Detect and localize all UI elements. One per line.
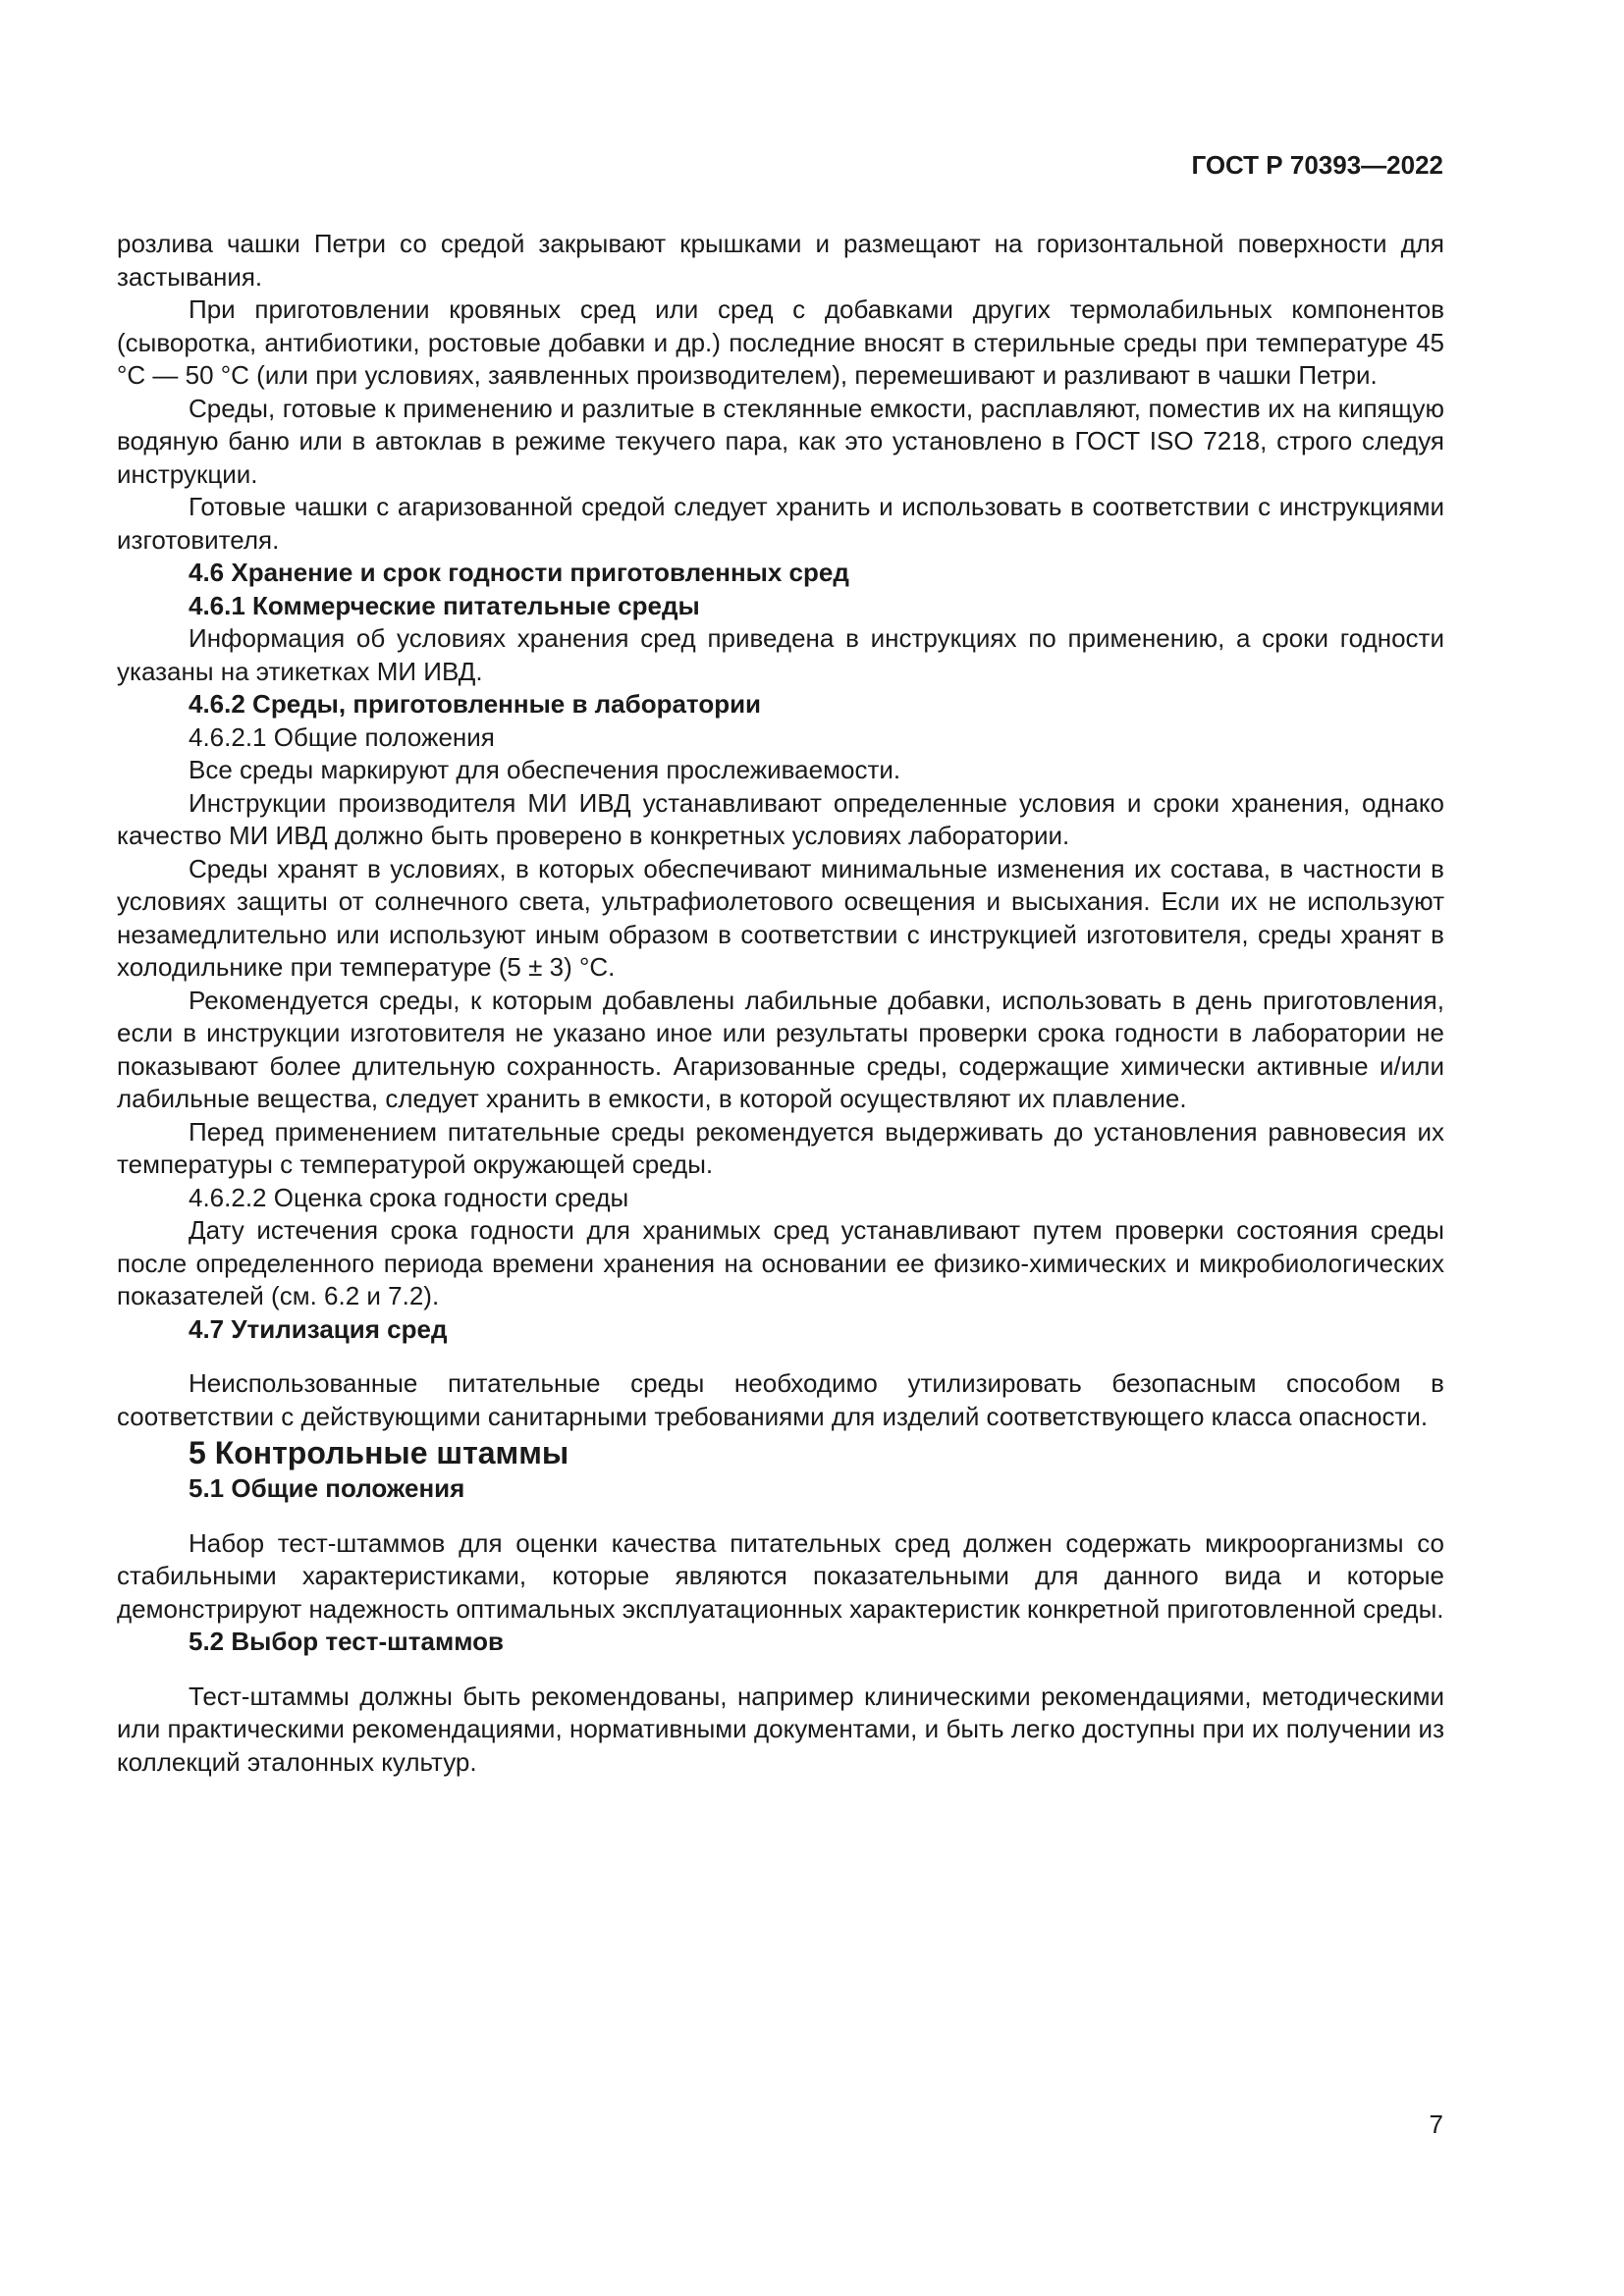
heading-4-7: 4.7 Утилизация сред <box>189 1313 448 1344</box>
paragraph-4-6-2-2-title: 4.6.2.2 Оценка срока годности среды <box>189 1182 629 1212</box>
paragraph-labeling: Все среды маркируют для обеспечения прослеживаемости. <box>189 755 901 784</box>
paragraph-temperature-equilibrium: Перед применением питательные среды рекомендуется выдерживать до установления равновесия их температуры с температурой окружающей среды. <box>117 1116 1444 1179</box>
paragraph-5-2: Тест-штаммы должны быть рекомендованы, например клиническими рекомендациями, методическими или практическими рекомендациями, нормативными документами, и быть легко доступны при их получении из коллекций эталонных культур. <box>117 1681 1444 1777</box>
paragraph-storage-conditions: Среды хранят в условиях, в которых обеспечивают минимальные изменения их состава, в частности в условиях защиты от солнечного света, ультрафиолетового освещения и высыхания. Если их не используют незамедлительно или используют иным образом в соответствии с инструкцией изготовителя, среды хранят в холодильнике при температуре (5 ± 3) °С. <box>117 853 1444 982</box>
heading-4-6-1: 4.6.1 Коммерческие питательные среды <box>189 590 700 620</box>
paragraph-labile-additives: Рекомендуется среды, к которым добавлены лабильные добавки, использовать в день приготовления, если в инструкции изготовителя не указано иное или результаты проверки срока годности в лаборатории не показывают более длительную сохранность. Агаризованные среды, содержащие химически активные и/или лабильные вещества, следует хранить в емкости, в которой осуществляют их плавление. <box>117 985 1444 1113</box>
paragraph-blood-media: При приготовлении кровяных сред или сред с добавками других термолабильных компонентов (сыворотка, антибиотики, ростовые добавки и др.) последние вносят в стерильные среды при температуре 45 °С — 50 °С (или при условиях, заявленных производителем), перемешивают и разливают в чашки Петри. <box>117 294 1444 390</box>
paragraph-4-7: Неиспользованные питательные среды необходимо утилизировать безопасным способом в соответствии с действующими санитарными требованиями для изделий соответствующего класса опасности. <box>117 1368 1444 1431</box>
paragraph-manufacturer-instructions: Инструкции производителя МИ ИВД устанавливают определенные условия и сроки хранения, однако качество МИ ИВД должно быть проверено в конкретных условиях лаборатории. <box>117 787 1444 850</box>
heading-section-5: 5 Контрольные штаммы <box>189 1435 569 1470</box>
paragraph-5-1: Набор тест-штаммов для оценки качества питательных сред должен содержать микроорганизмы со стабильными характеристиками, которые являются показательными для данного вида и которые демонстрируют надежность оптимальных эксплуатационных характеристик конкретной приготовленной среды. <box>117 1527 1444 1624</box>
paragraph-intro: розлива чашки Петри со средой закрывают крышками и размещают на горизонтальной поверхности для застывания. <box>117 229 1444 292</box>
page-number: 7 <box>1429 2109 1443 2139</box>
document-body <box>117 228 1444 1779</box>
paragraph-4-6-2-1-title: 4.6.2.1 Общие положения <box>189 721 495 752</box>
heading-5-2: 5.2 Выбор тест-штаммов <box>189 1627 504 1656</box>
paragraph-4-6-1: Информация об условиях хранения сред приведена в инструкциях по применению, а сроки годности указаны на этикетках МИ ИВД. <box>117 623 1444 686</box>
heading-4-6: 4.6 Хранение и срок годности приготовленных сред <box>189 558 849 587</box>
heading-5-1: 5.1 Общие положения <box>189 1473 465 1503</box>
paragraph-expiry-date: Дату истечения срока годности для хранимых сред устанавливают путем проверки состояния среды после определенного периода времени хранения на основании ее физико-химических и микробиологических показателей (см. 6.2 и 7.2). <box>117 1215 1444 1310</box>
paragraph-dishes-storage: Готовые чашки с агаризованной средой следует хранить и использовать в соответствии с инструкциями изготовителя. <box>117 492 1444 555</box>
heading-4-6-2: 4.6.2 Среды, приготовленные в лаборатории <box>189 689 762 719</box>
document-code: ГОСТ Р 70393—2022 <box>1191 150 1443 180</box>
paragraph-ready-media: Среды, готовые к применению и разлитые в стеклянные емкости, расплавляют, поместив их на кипящую водяную баню или в автоклав в режиме текучего пара, как это установлено в ГОСТ ISO 7218, строго следуя инструкции. <box>117 393 1444 489</box>
